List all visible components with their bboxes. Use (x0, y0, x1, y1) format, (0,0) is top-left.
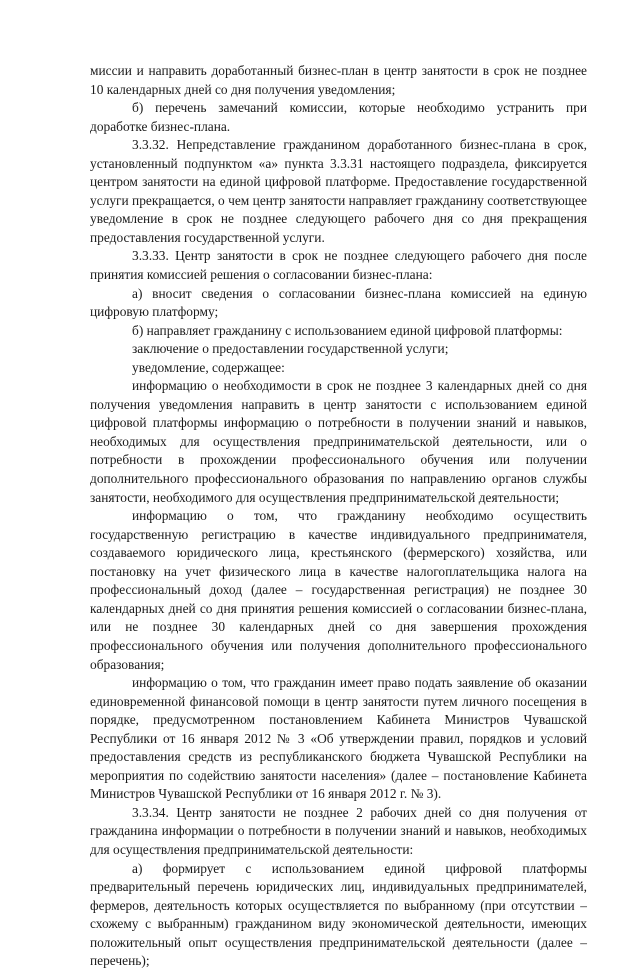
paragraph-3-3-34: 3.3.34. Центр занятости не позднее 2 рабочих дней со дня получения от гражданина информации о потребности в получении знаний и навыков, необходимых для осуществления предпринимательской деятельности: (90, 804, 587, 857)
paragraph-subitem-a-platform: а) вносит сведения о согласовании бизнес-плана комиссией на единую цифровую платформу; (90, 285, 587, 320)
paragraph-3-3-33: 3.3.33. Центр занятости в срок не позднее следующего рабочего дня после принятия комиссией решения о согласовании бизнес-плана: (90, 248, 587, 283)
paragraph-subitem-b-remarks: б) перечень замечаний комиссии, которые необходимо устранить при доработке бизнес-плана. (90, 100, 587, 134)
paragraph-info-registration: информацию о том, что гражданину необходимо осуществить государственную регистрацию в качестве индивидуального предпринимателя, создаваемого юридического лица, крестьянского (фермерского) хозяйства, или постановку на учет физического лица в качестве налогоплательщика налога на профессиональный доход (далее – государственная регистрация) не позднее 30 календарных дней со дня принятия решения комиссией о согласовании бизнес-плана, или не позднее 30 календарных дней со дня завершения прохождения профессионального обучения или получения дополнительного профессионального образования; (90, 508, 587, 672)
paragraph-info-financial-aid: информацию о том, что гражданин имеет право подать заявление об оказании единовременной финансовой помощи в центр занятости путем личного посещения в порядке, предусмотренном постановлением Кабинета Министров Чувашской Республики от 16 января 2012 № 3 «Об утверждении правил, порядков и условий предоставления средств из республиканского бюджета Чувашской Республики на мероприятия по содействию занятости населения» (далее – постановление Кабинета Министров Чувашской Республики от 16 января 2012 г. № 3). (90, 675, 587, 802)
paragraph-conclusion: заключение о предоставлении государственной услуги; (132, 341, 449, 357)
paragraph-3-3-32: 3.3.32. Непредставление гражданином доработанного бизнес-плана в срок, установленный подпунктом «а» пункта 3.3.31 настоящего подраздела, фиксируется центром занятости на единой цифровой платформе. Предоставление государственной услуги прекращается, о чем центр занятости направляет гражданину соответствующее уведомление в срок не позднее следующего рабочего дня со дня прекращения предоставления государственной услуги. (90, 137, 587, 245)
paragraph-continuation: миссии и направить доработанный бизнес-план в центр занятости в срок не позднее 10 календарных дней со дня получения уведомления; (90, 63, 587, 97)
paragraph-info-necessity: информацию о необходимости в срок не позднее 3 календарных дней со дня получения уведомления направить в центр занятости с использованием единой цифровой платформы информацию о потребности в получении знаний и навыков, необходимых для осуществления предпринимательской деятельности, или о потребности в прохождении профессионального обучения или получении дополнительного профессионального образования по направлению органов службы занятости, необходимого для осуществления предпринимательской деятельности; (90, 378, 587, 505)
paragraph-notice: уведомление, содержащее: (132, 359, 285, 375)
paragraph-subitem-a-list: а) формирует с использованием единой цифровой платформы предварительный перечень юридических лиц, индивидуальных предпринимателей, фермеров, деятельность которых осуществляется по выбранному (при отсутствии – схожему с выбранным) гражданином виду экономической деятельности, имеющих положительный опыт осуществления предпринимательской деятельности (далее – перечень); (90, 860, 587, 969)
paragraph-subitem-b-sends: б) направляет гражданину с использованием единой цифровой платформы: (132, 322, 563, 338)
document-page (90, 62, 587, 971)
